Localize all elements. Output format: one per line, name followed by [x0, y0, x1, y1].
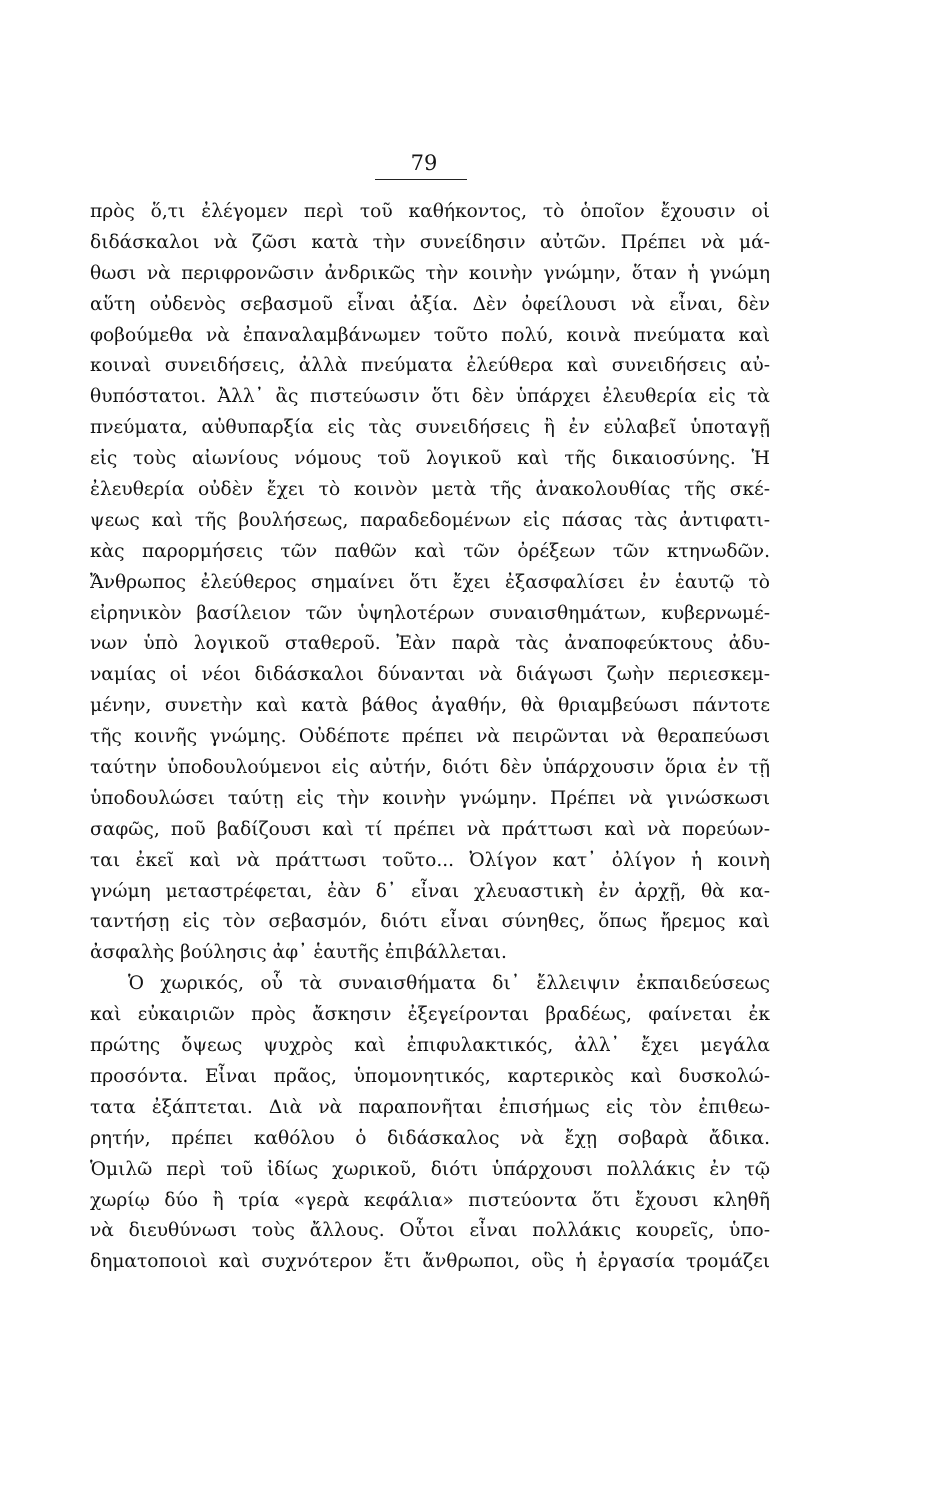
text-line: δηματοποιοὶ καὶ συχνότερον ἔτι ἄνθρωποι, οὓς ἡ ἐργασία τρομάζει: [90, 1251, 770, 1273]
text-line: ται ἐκεῖ καὶ νὰ πράττωσι τοῦτο... Ὀλίγον κατ᾽ ὀλίγον ἡ κοινὴ: [90, 849, 770, 871]
text-line: χωρίῳ δύο ἢ τρία «γερὰ κεφάλια» πιστεύοντα ὅτι ἔχουσι κληθῆ: [90, 1189, 770, 1211]
text-line: προσόντα. Εἶναι πρᾶος, ὑπομονητικός, καρτερικὸς καὶ δυσκολώ-: [90, 1065, 770, 1087]
page-number-rule: [375, 179, 467, 180]
text-line: Ὁμιλῶ περὶ τοῦ ἰδίως χωρικοῦ, διότι ὑπάρχουσι πολλάκις ἐν τῷ: [90, 1158, 770, 1180]
text-line: νὰ διευθύνωσι τοὺς ἄλλους. Οὗτοι εἶναι πολλάκις κουρεῖς, ὑπο-: [90, 1220, 770, 1242]
text-line: κὰς παρορμήσεις τῶν παθῶν καὶ τῶν ὀρέξεων τῶν κτηνωδῶν.: [90, 540, 770, 562]
text-line: φοβούμεθα νὰ ἐπαναλαμβάνωμεν τοῦτο πολύ, κοινὰ πνεύματα καὶ: [90, 324, 770, 346]
text-line: ἐλευθερία οὐδὲν ἔχει τὸ κοινὸν μετὰ τῆς ἀνακολουθίας τῆς σκέ-: [90, 479, 770, 501]
text-line: τῆς κοινῆς γνώμης. Οὐδέποτε πρέπει νὰ πειρῶνται νὰ θεραπεύωσι: [90, 726, 770, 748]
text-line: σαφῶς, ποῦ βαδίζουσι καὶ τί πρέπει νὰ πράττωσι καὶ νὰ πορεύων-: [90, 818, 770, 840]
text-line: ταντήσῃ εἰς τὸν σεβασμόν, διότι εἶναι σύνηθες, ὅπως ἤρεμος καὶ: [90, 911, 770, 933]
text-line: πνεύματα, αὐθυπαρξία εἰς τὰς συνειδήσεις ἢ ἐν εὐλαβεῖ ὑποταγῇ: [90, 417, 770, 439]
text-line: ψεως καὶ τῆς βουλήσεως, παραδεδομένων εἰς πάσας τὰς ἀντιφατι-: [90, 509, 770, 531]
text-line: ταύτην ὑποδουλούμενοι εἰς αὐτήν, διότι δὲν ὑπάρχουσιν ὅρια ἐν τῇ: [90, 757, 770, 779]
body-text: [90, 197, 770, 1278]
page-number: 79: [410, 151, 438, 175]
paragraph-end-line: ἀσφαλὴς βούλησις ἀφ᾽ ἑαυτῆς ἐπιβάλλεται.: [90, 942, 507, 964]
text-line: καὶ εὐκαιριῶν πρὸς ἄσκησιν ἐξεγείρονται βραδέως, φαίνεται ἐκ: [90, 1004, 770, 1026]
text-line: αὕτη οὐδενὸς σεβασμοῦ εἶναι ἀξία. Δὲν ὀφείλουσι νὰ εἶναι, δὲν: [90, 293, 770, 315]
text-line: πρώτης ὄψεως ψυχρὸς καὶ ἐπιφυλακτικός, ἀλλ᾽ ἔχει μεγάλα: [90, 1035, 770, 1057]
text-line: ναμίας οἱ νέοι διδάσκαλοι δύνανται νὰ διάγωσι ζωὴν περιεσκεμ-: [90, 664, 770, 686]
text-line: εἰρηνικὸν βασίλειον τῶν ὑψηλοτέρων συναισθημάτων, κυβερνωμέ-: [90, 602, 770, 624]
paragraph-start-line: Ὁ χωρικός, οὗ τὰ συναισθήματα δι᾽ ἔλλειψιν ἐκπαιδεύσεως: [128, 973, 770, 995]
text-line: ὑποδουλώσει ταύτῃ εἰς τὴν κοινὴν γνώμην. Πρέπει νὰ γινώσκωσι: [90, 787, 770, 809]
text-line: γνώμη μεταστρέφεται, ἐὰν δ᾽ εἶναι χλευαστικὴ ἐν ἀρχῇ, θὰ κα-: [90, 880, 770, 902]
text-line: νων ὑπὸ λογικοῦ σταθεροῦ. Ἐὰν παρὰ τὰς ἀναποφεύκτους ἀδυ-: [90, 633, 770, 655]
text-line: ρητήν, πρέπει καθόλου ὁ διδάσκαλος νὰ ἔχῃ σοβαρὰ ἄδικα.: [90, 1127, 770, 1149]
text-line: μένην, συνετὴν καὶ κατὰ βάθος ἀγαθήν, θὰ θριαμβεύωσι πάντοτε: [90, 695, 770, 717]
text-line: θυπόστατοι. Ἀλλ᾽ ἂς πιστεύωσιν ὅτι δὲν ὑπάρχει ἐλευθερία εἰς τὰ: [90, 386, 770, 408]
text-line: κοιναὶ συνειδήσεις, ἀλλὰ πνεύματα ἐλεύθερα καὶ συνειδήσεις αὐ-: [90, 355, 770, 377]
text-line: Ἄνθρωπος ἐλεύθερος σημαίνει ὅτι ἔχει ἐξασφαλίσει ἐν ἑαυτῷ τὸ: [90, 571, 770, 593]
text-line: διδάσκαλοι νὰ ζῶσι κατὰ τὴν συνείδησιν αὐτῶν. Πρέπει νὰ μά-: [90, 231, 770, 253]
text-line: θωσι νὰ περιφρονῶσιν ἀνδρικῶς τὴν κοινὴν γνώμην, ὅταν ἡ γνώμη: [90, 262, 770, 284]
text-line: πρὸς ὅ,τι ἐλέγομεν περὶ τοῦ καθήκοντος, τὸ ὁποῖον ἔχουσιν οἱ: [90, 201, 770, 222]
text-line: τατα ἐξάπτεται. Διὰ νὰ παραπονῆται ἐπισήμως εἰς τὸν ἐπιθεω-: [90, 1096, 770, 1118]
text-line: εἰς τοὺς αἰωνίους νόμους τοῦ λογικοῦ καὶ τῆς δικαιοσύνης. Ἡ: [90, 448, 770, 470]
